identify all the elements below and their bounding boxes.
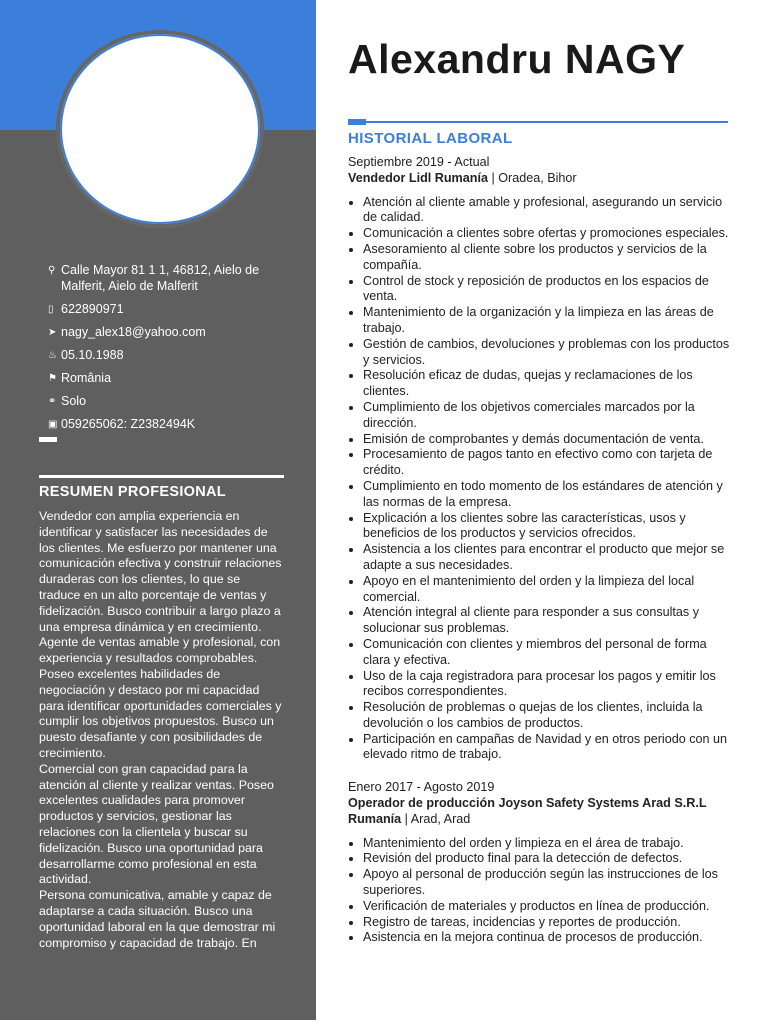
list-item: • Resolución eficaz de dudas, quejas y reclamaciones de los clientes. — [363, 368, 733, 400]
summary-body — [39, 509, 283, 951]
list-item: • Resolución de problemas o quejas de los clientes, incluida la devolución o los cambios de productos. — [363, 700, 733, 732]
list-item: • Explicación a los clientes sobre las características, usos y beneficios de los productos y servicios ofrecidos. — [363, 511, 733, 543]
job-entry — [348, 155, 733, 763]
list-item: • Emisión de comprobantes y demás documentación de venta. — [363, 432, 733, 448]
job-position: Operador de producción Joyson Safety Systems Arad S.R.L Rumanía — [348, 796, 707, 826]
work-history — [348, 155, 733, 946]
birthday-cake-icon: ♨ — [48, 350, 57, 361]
location-pin-icon: ⚲ — [48, 265, 56, 276]
flag-icon: ⚑ — [48, 373, 57, 384]
job-task-list — [348, 195, 733, 764]
candidate-name: Alexandru NAGY — [348, 36, 686, 82]
list-item: • Control de stock y reposición de productos en los espacios de venta. — [363, 274, 733, 306]
send-icon: ➤ — [48, 327, 57, 338]
marital-status-text: Solo — [61, 394, 87, 408]
rings-icon: ⚭ — [48, 396, 57, 407]
contact-phone — [48, 301, 280, 317]
section-rule-tab — [348, 119, 366, 125]
job-position: Vendedor Lidl Rumanía — [348, 170, 488, 185]
id-card-icon: ▣ — [48, 419, 58, 430]
list-item: • Revisión del producto final para la detección de defectos. — [363, 851, 733, 867]
sidebar — [0, 0, 316, 1020]
id-text: 059265062: Z2382494K — [61, 417, 196, 431]
summary-paragraph: Comercial con gran capacidad para la atención al cliente y realizar ventas. Poseo excelentes cualidades para promover productos y servicios, gestionar las relaciones con la clientela y buscar su fidelización. Busco una oportunidad para desarrollarme como profesional en esta actividad. — [39, 761, 274, 887]
list-item: • Cumplimiento de los objetivos comerciales marcados por la dirección. — [363, 400, 733, 432]
section-rule — [348, 121, 728, 123]
job-entry — [348, 780, 733, 946]
contact-id — [48, 416, 280, 432]
job-location: | Arad, Arad — [401, 811, 471, 826]
divider-mark — [39, 437, 57, 442]
job-location: | Oradea, Bihor — [487, 170, 577, 185]
summary-paragraph: Agente de ventas amable y profesional, con experiencia y resultados comprobables. Poseo excelentes habilidades de negociación y destaco por mi capacidad para identificar oportunidades comerciales y cumplir los objetivos propuestos. Busco un puesto desafiante y con posibilidades de crecimiento. — [39, 635, 282, 760]
list-item: • Atención al cliente amable y profesional, asegurando un servicio de calidad. — [363, 195, 733, 227]
list-item: • Verificación de materiales y productos en línea de producción. — [363, 899, 733, 915]
list-item: • Mantenimiento de la organización y la limpieza en las áreas de trabajo. — [363, 305, 733, 337]
list-item: • Asistencia a los clientes para encontrar el producto que mejor se adapte a sus necesidades. — [363, 542, 733, 574]
email-text: nagy_alex18@yahoo.com — [61, 325, 206, 339]
contact-email — [48, 324, 280, 340]
work-history-heading: HISTORIAL LABORAL — [348, 130, 513, 147]
list-item: • Participación en campañas de Navidad y en otros periodo con un elevado ritmo de trabajo. — [363, 732, 733, 764]
list-item: • Procesamiento de pagos tanto en efectivo como con tarjeta de crédito. — [363, 447, 733, 479]
phone-text: 622890971 — [61, 302, 124, 316]
list-item: • Asesoramiento al cliente sobre los productos y servicios de la compañía. — [363, 242, 733, 274]
list-item: • Apoyo al personal de producción según las instrucciones de los superiores. — [363, 867, 733, 899]
job-task-list — [348, 836, 733, 947]
birthdate-text: 05.10.1988 — [61, 348, 124, 362]
list-item: • Comunicación a clientes sobre ofertas y promociones especiales. — [363, 226, 733, 242]
job-heading — [348, 796, 733, 828]
list-item: • Registro de tareas, incidencias y reportes de producción. — [363, 915, 733, 931]
job-heading — [348, 171, 733, 187]
list-item: • Gestión de cambios, devoluciones y problemas con los productos y servicios. — [363, 337, 733, 369]
contact-list — [48, 262, 280, 439]
nationality-text: România — [61, 371, 112, 385]
contact-birthdate — [48, 347, 280, 363]
contact-marital-status — [48, 393, 280, 409]
contact-address — [48, 262, 280, 294]
list-item: • Comunicación con clientes y miembros del personal de forma clara y efectiva. — [363, 637, 733, 669]
summary-paragraph: Persona comunicativa, amable y capaz de adaptarse a cada situación. Busco una oportunidad laboral en la que demostrar mi compromiso y capacidad de trabajo. En — [39, 888, 276, 950]
summary-divider — [39, 475, 284, 478]
list-item: • Asistencia en la mejora continua de procesos de producción. — [363, 930, 733, 946]
profile-photo — [56, 30, 264, 228]
summary-paragraph: Vendedor con amplia experiencia en identificar y satisfacer las necesidades de los clientes. Me esfuerzo por mantener una comunicación efectiva y construir relaciones duraderas con los clientes, lo que se traduce en un alto porcentaje de ventas y fidelización. Busco contribuir a largo plazo a una empresa dinámica y en crecimiento. — [39, 509, 282, 634]
summary-heading: RESUMEN PROFESIONAL — [39, 484, 226, 500]
list-item: • Mantenimiento del orden y limpieza en el área de trabajo. — [363, 836, 733, 852]
list-item: • Apoyo en el mantenimiento del orden y la limpieza del local comercial. — [363, 574, 733, 606]
list-item: • Uso de la caja registradora para procesar los pagos y emitir los recibos correspondientes. — [363, 669, 733, 701]
contact-nationality — [48, 370, 280, 386]
address-text: Calle Mayor 81 1 1, 46812, Aielo de Malferit, Aielo de Malferit — [61, 263, 260, 293]
list-item: • Cumplimiento en todo momento de los estándares de atención y las normas de la empresa. — [363, 479, 733, 511]
phone-icon: ▯ — [48, 304, 54, 315]
job-dates: Enero 2017 - Agosto 2019 — [348, 780, 495, 795]
list-item: • Atención integral al cliente para responder a sus consultas y solucionar sus problemas. — [363, 605, 733, 637]
job-dates: Septiembre 2019 - Actual — [348, 155, 490, 169]
